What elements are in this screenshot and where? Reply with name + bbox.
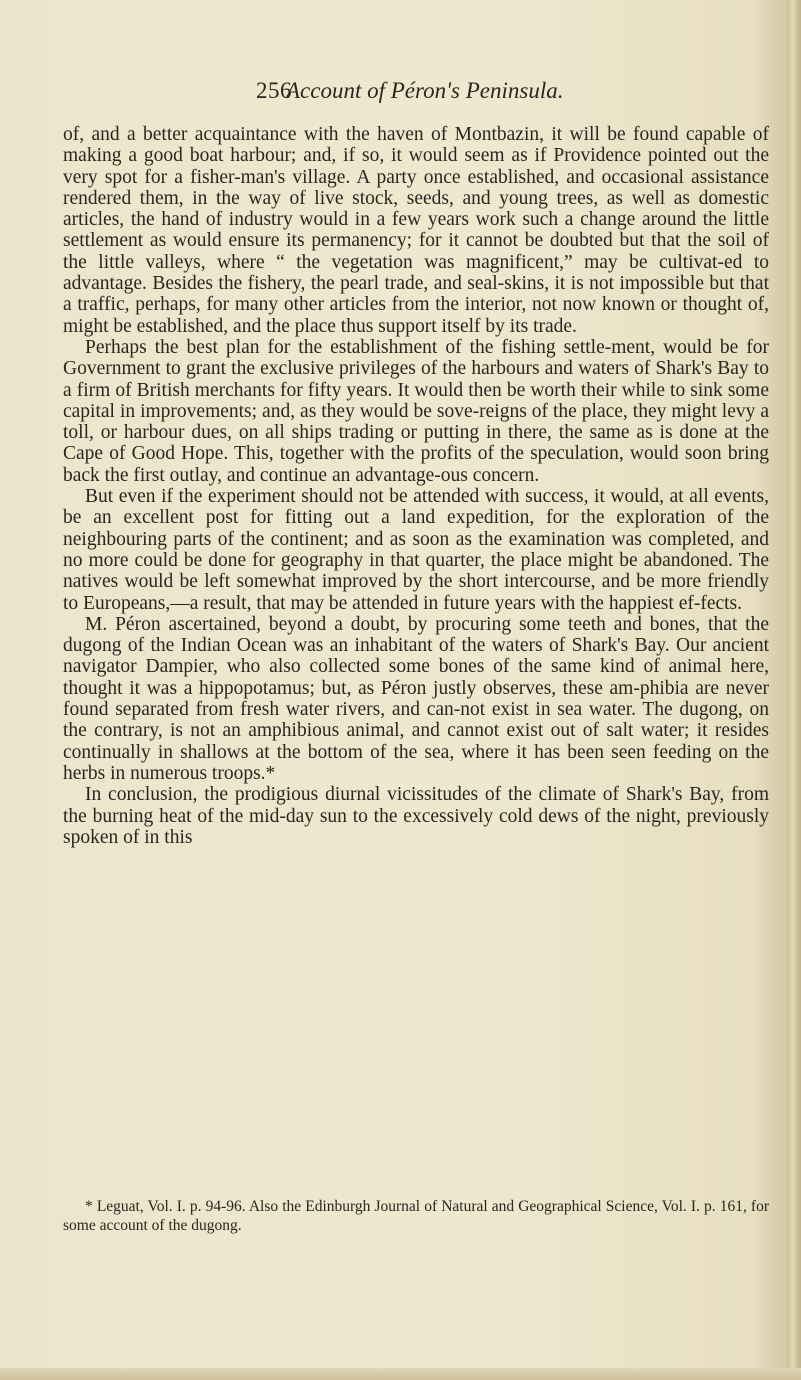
paragraph-2: Perhaps the best plan for the establishment of the fishing settle-ment, would be for Government to grant the exclusive privileges of the harbours and waters of Shark's Bay to a firm of British merchants for fifty years. It would then be worth their while to sink some capital in improvements; and, as they would be sove-reigns of the place, they might levy a toll, or harbour dues, on all ships trading or putting in there, the same as is done at the Cape of Good Hope. This, together with the profits of the speculation, would soon bring back the first outlay, and continue an advantage-ous concern. — [63, 336, 769, 486]
paragraph-5: In conclusion, the prodigious diurnal vicissitudes of the climate of Shark's Bay, from the burning heat of the mid-day sun to the excessively cold dews of the night, previously spoken of in this — [63, 784, 769, 848]
paragraph-4: M. Péron ascertained, beyond a doubt, by procuring some teeth and bones, that the dugong of the Indian Ocean was an inhabitant of the waters of Shark's Bay. Our ancient navigator Dampier, who also collected some bones of the same kind of animal here, thought it was a hippopotamus; but, as Péron justly observes, these am-phibia are never found separated from fresh water rivers, and can-not exist in sea water. The dugong, on the contrary, is not an amphibious animal, and cannot exist out of salt water; it resides continually in shallows at the bottom of the sea, where it has been seen feeding on the herbs in numerous troops.* — [63, 613, 769, 784]
paragraph-1: of, and a better acquaintance with the haven of Montbazin, it will be found capable of making a good boat harbour; and, if so, it would seem as if Providence pointed out the very spot for a fisher-man's village. A party once established, and occasional assistance rendered them, in the way of live stock, seeds, and young trees, as well as domestic articles, the hand of industry would in a few years work such a change around the little settlement as would ensure its permanency; for it cannot be doubted but that the soil of the little valleys, where “ the vegetation was magnificent,” may be cultivat-ed to advantage. Besides the fishery, the pearl trade, and seal-skins, it is not impossible but that a traffic, perhaps, for many other articles from the interior, not now known or thought of, might be established, and the place thus support itself by its trade. — [63, 124, 769, 337]
page-number: 256 — [256, 78, 292, 103]
body-text — [63, 124, 769, 848]
page-edge-bottom — [0, 1368, 801, 1380]
paragraph-3: But even if the experiment should not be attended with success, it would, at all events, be an excellent post for fitting out a land expedition, for the exploration of the neighbouring parts of the continent; and as soon as the examination was completed, and no more could be done for geography in that quarter, the place might be abandoned. The natives would be left somewhat improved by the short intercourse, and be more friendly to Europeans,—a result, that may be attended in future years with the happiest ef-fects. — [63, 486, 769, 614]
footnote-text: * Leguat, Vol. I. p. 94-96. Also the Edinburgh Journal of Natural and Geographical Science, Vol. I. p. 161, for some account of the dugong. — [63, 1198, 769, 1234]
page-edge-right — [787, 0, 801, 1380]
footnote — [63, 1197, 769, 1235]
running-title: Account of Péron's Peninsula. — [286, 78, 564, 103]
page-header — [256, 78, 776, 108]
